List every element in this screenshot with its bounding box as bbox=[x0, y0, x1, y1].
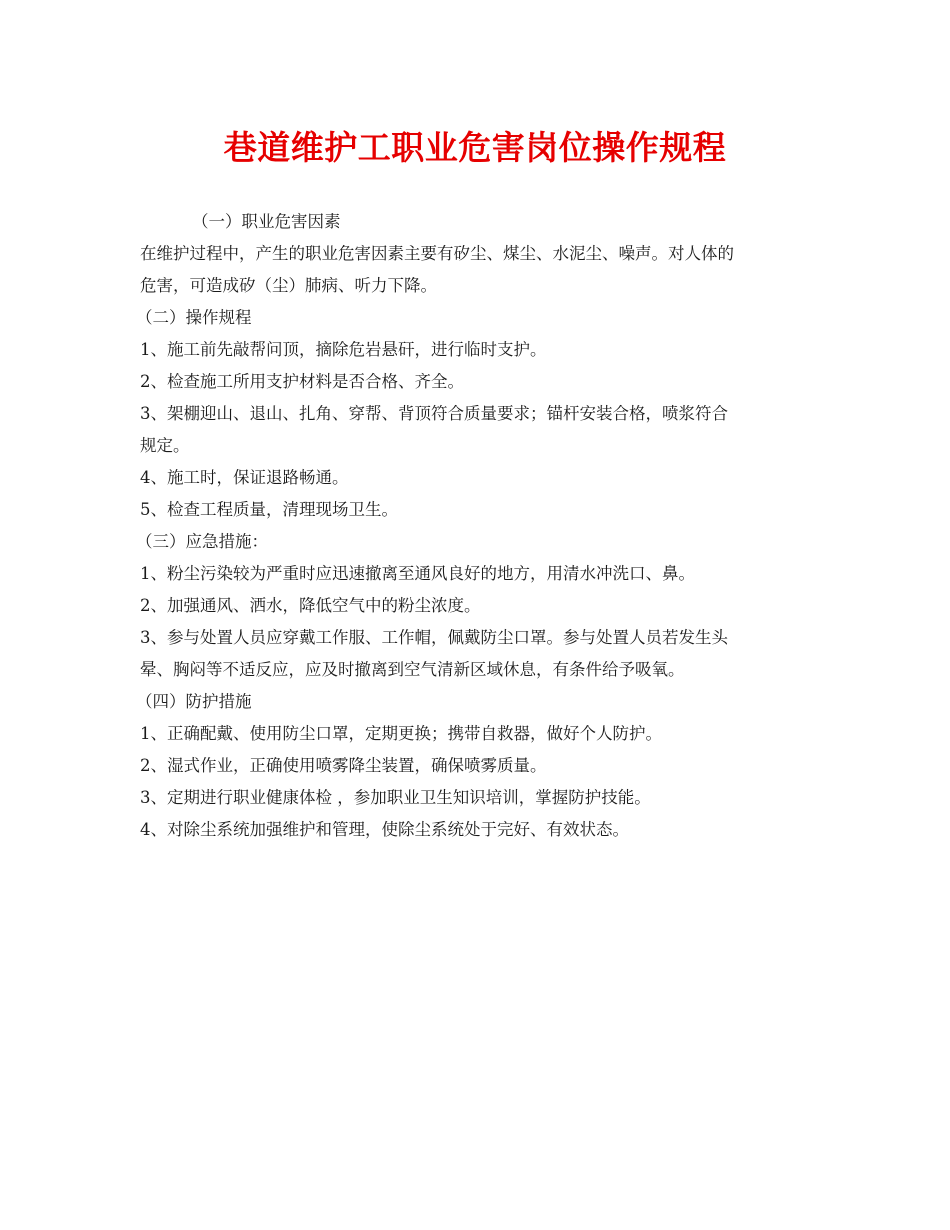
list-item: 4、对除尘系统加强维护和管理，使除尘系统处于完好、有效状态。 bbox=[140, 820, 629, 839]
list-item: 2、加强通风、洒水，降低空气中的粉尘浓度。 bbox=[140, 596, 481, 615]
list-item: 1、粉尘污染较为严重时应迅速撤离至通风良好的地方，用清水冲洗口、鼻。 bbox=[140, 564, 695, 583]
document-body bbox=[136, 206, 820, 846]
list-item: 3、参与处置人员应穿戴工作服、工作帽，佩戴防尘口罩。参与处置人员若发生头 bbox=[140, 628, 728, 647]
paragraph-line: 危害，可造成矽（尘）肺病、听力下降。 bbox=[140, 276, 437, 295]
paragraph-line: 在维护过程中，产生的职业危害因素主要有矽尘、煤尘、水泥尘、噪声。对人体的 bbox=[140, 244, 734, 263]
list-item: 3、定期进行职业健康体检 ，参加职业卫生知识培训，掌握防护技能。 bbox=[140, 788, 651, 807]
list-item-continuation: 规定。 bbox=[140, 436, 190, 455]
section-heading-emergency: （三）应急措施： bbox=[136, 532, 268, 551]
section-heading-protection: （四）防护措施 bbox=[136, 692, 252, 711]
document-title: 巷道维护工职业危害岗位操作规程 bbox=[223, 128, 727, 167]
list-item: 1、正确配戴、使用防尘口罩，定期更换；携带自救器，做好个人防护。 bbox=[140, 724, 662, 743]
section-heading-hazards: （一）职业危害因素 bbox=[192, 212, 341, 231]
list-item: 4、施工时，保证退路畅通。 bbox=[140, 468, 349, 487]
list-item: 2、湿式作业，正确使用喷雾降尘装置，确保喷雾质量。 bbox=[140, 756, 547, 775]
list-item-continuation: 晕、胸闷等不适反应，应及时撤离到空气清新区域休息，有条件给予吸氧。 bbox=[140, 660, 685, 679]
list-item: 3、架棚迎山、退山、扎角、穿帮、背顶符合质量要求；锚杆安装合格，喷浆符合 bbox=[140, 404, 728, 423]
list-item: 5、检查工程质量，清理现场卫生。 bbox=[140, 500, 398, 519]
list-item: 2、检查施工所用支护材料是否合格、齐全。 bbox=[140, 372, 464, 391]
list-item: 1、施工前先敲帮问顶，摘除危岩悬矸，进行临时支护。 bbox=[140, 340, 547, 359]
section-heading-procedures: （二）操作规程 bbox=[136, 308, 252, 327]
